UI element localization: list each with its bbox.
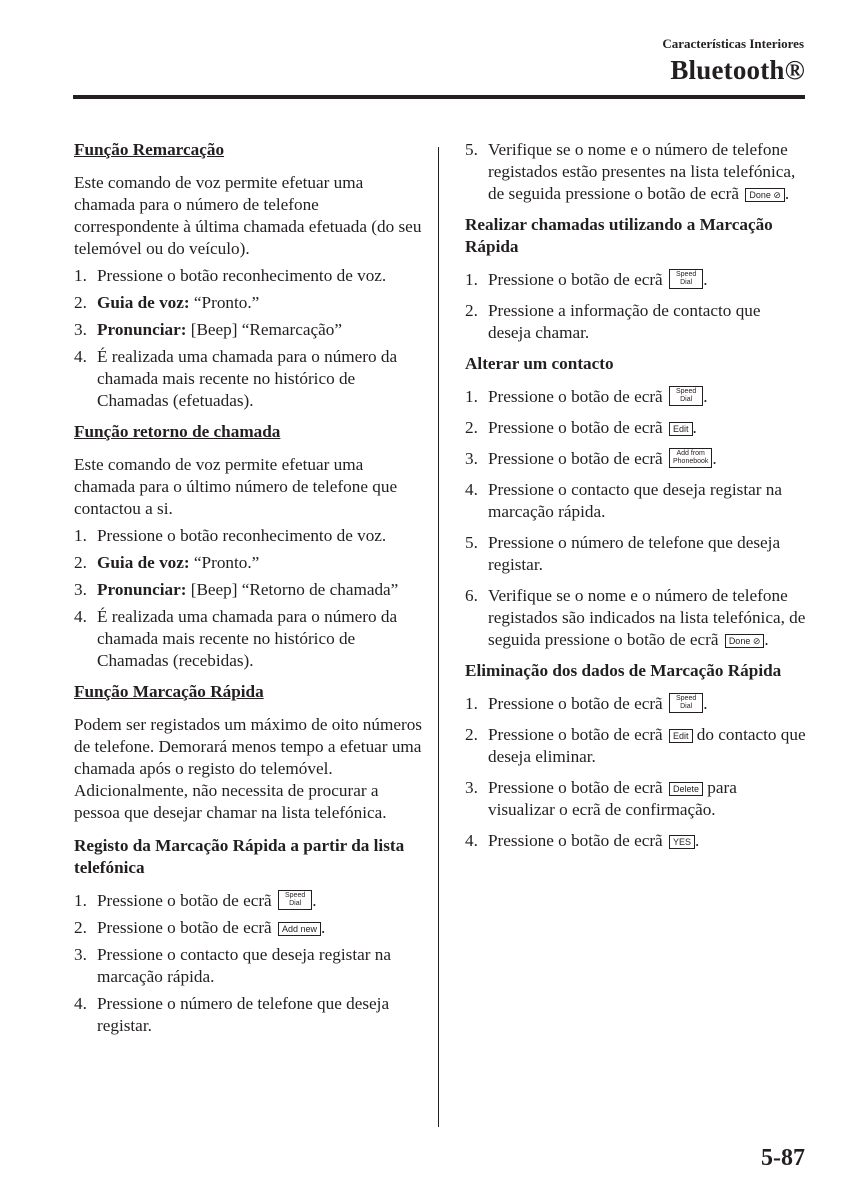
list-item: 3. Pronunciar: [Beep] “Remarcação” — [74, 320, 342, 339]
paragraph: Este comando de voz permite efetuar uma chamada para o último número de telefone que contactou a si. — [74, 455, 398, 518]
list-item: 1. Pressione o botão de ecrã Speed Dial . — [465, 694, 708, 713]
list-item: 2. Guia de voz: “Pronto.” — [74, 553, 260, 572]
list-item: 4. É realizada uma chamada para o número da chamada mais recente no histórico de Chamadas (efetuadas). — [74, 347, 398, 410]
right-column — [465, 139, 807, 861]
delete-button-icon: Delete — [669, 782, 703, 796]
column-divider — [438, 147, 439, 1127]
subheading: Eliminação dos dados de Marcação Rápida — [465, 661, 782, 680]
paragraph: Este comando de voz permite efetuar uma chamada para o número de telefone correspondente à última chamada efetuada (do seu telemóvel ou do veículo). — [74, 173, 422, 258]
speed-dial-button-icon: Speed Dial — [278, 890, 312, 910]
list-item: 1. Pressione o botão de ecrã Speed Dial . — [465, 387, 708, 406]
list-item: 2. Pressione o botão de ecrã Add new . — [74, 918, 326, 937]
list-item: 5. Verifique se o nome e o número de telefone registados estão presentes na lista telefónica, de seguida pressione o botão de ecrã Done ⊘ . — [465, 140, 796, 203]
list-item: 1. Pressione o botão de ecrã Speed Dial . — [74, 891, 317, 910]
section-title-callback: Função retorno de chamada — [74, 422, 281, 441]
header-section-label: Características Interiores — [662, 36, 804, 51]
list-item: 2. Pressione o botão de ecrã Edit do contacto que deseja eliminar. — [465, 725, 806, 766]
subheading: Registo da Marcação Rápida a partir da lista telefónica — [74, 836, 405, 877]
section-title-speed-dial: Função Marcação Rápida — [74, 682, 264, 701]
list-item: 3. Pressione o botão de ecrã Add from Phonebook . — [465, 449, 717, 468]
left-column — [74, 139, 426, 1042]
list-item: 5. Pressione o número de telefone que deseja registar. — [465, 533, 781, 574]
list-item: 3. Pressione o contacto que deseja registar na marcação rápida. — [74, 945, 391, 986]
edit-button-icon: Edit — [669, 729, 693, 743]
page-title: Bluetooth® — [670, 55, 805, 85]
list-item: 4. Pressione o contacto que deseja registar na marcação rápida. — [465, 480, 782, 521]
yes-button-icon: YES — [669, 835, 695, 849]
list-item: 4. Pressione o botão de ecrã YES . — [465, 831, 700, 850]
done-button-icon: Done ⊘ — [745, 188, 785, 202]
list-item: 3. Pronunciar: [Beep] “Retorno de chamada” — [74, 580, 399, 599]
subheading: Alterar um contacto — [465, 354, 614, 373]
header-rule — [73, 95, 805, 99]
list-item: 6. Verifique se o nome e o número de telefone registados são indicados na lista telefónica, de seguida pressione o botão de ecrã Done ⊘ . — [465, 586, 806, 649]
list-item: 4. É realizada uma chamada para o número da chamada mais recente no histórico de Chamadas (recebidas). — [74, 607, 398, 670]
done-button-icon: Done ⊘ — [725, 634, 765, 648]
speed-dial-button-icon: Speed Dial — [669, 386, 703, 406]
list-item: 3. Pressione o botão de ecrã Delete para visualizar o ecrã de confirmação. — [465, 778, 737, 819]
list-item: 4. Pressione o número de telefone que deseja registar. — [74, 994, 390, 1035]
list-item: 1. Pressione o botão de ecrã Speed Dial . — [465, 270, 708, 289]
paragraph: Podem ser registados um máximo de oito números de telefone. Demorará menos tempo a efetuar uma chamada após o registo do telemóvel. Adicionalmente, não necessita de procurar a pessoa que desejar chamar na lista telefónica. — [74, 715, 422, 822]
edit-button-icon: Edit — [669, 422, 693, 436]
list-item: 1. Pressione o botão reconhecimento de voz. — [74, 266, 387, 285]
list-item: 2. Pressione o botão de ecrã Edit . — [465, 418, 697, 437]
add-new-button-icon: Add new — [278, 922, 321, 936]
list-item: 2. Guia de voz: “Pronto.” — [74, 293, 260, 312]
subheading: Realizar chamadas utilizando a Marcação Rápida — [465, 215, 773, 256]
speed-dial-button-icon: Speed Dial — [669, 269, 703, 289]
list-item: 1. Pressione o botão reconhecimento de voz. — [74, 526, 387, 545]
page-number: 5-87 — [761, 1145, 805, 1171]
add-from-phonebook-button-icon: Add from Phonebook — [669, 448, 712, 468]
section-title-redial: Função Remarcação — [74, 140, 225, 159]
list-item: 2. Pressione a informação de contacto que deseja chamar. — [465, 301, 761, 342]
speed-dial-button-icon: Speed Dial — [669, 693, 703, 713]
